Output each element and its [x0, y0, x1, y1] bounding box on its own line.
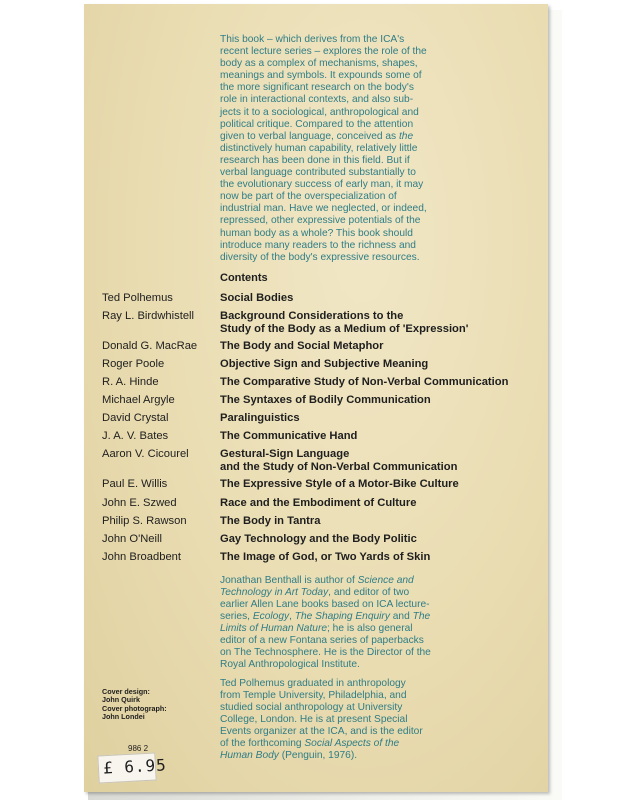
blurb-line: diversity of the body's expressive resources. — [220, 251, 420, 263]
blurb-line: This book – which derives from the ICA's — [220, 34, 405, 45]
contents-title: Social Bodies — [220, 292, 294, 304]
contents-author: John E. Szwed — [102, 497, 177, 509]
contents-title: Background Considerations to the Study of the Body as a Medium of 'Expression' — [220, 310, 469, 335]
blurb-line: recent lecture series – explores the role of the — [220, 46, 427, 58]
blurb-line — [220, 131, 540, 143]
bio-benthall: Jonathan Benthall is author of Science and Technology in Art Today, and editor of two earlier Allen Lane books based on ICA lecture- series, Ecology, The Shaping Enquiry and The Limits of Human Nature; he is also general editor of a new Fontana series of paperbacks on The Technosphere. He is the Director of the Royal Anthropological Institute. — [220, 575, 431, 670]
contents-title: The Body in Tantra — [220, 515, 321, 527]
cover-photo-label: Cover photograph: — [102, 703, 167, 713]
blurb-emphasis: the — [398, 130, 414, 142]
contents-title: Race and the Embodiment of Culture — [220, 497, 417, 509]
blurb-text: given to verbal language, conceived as — [220, 130, 399, 142]
contents-author: Michael Argyle — [102, 394, 175, 406]
blurb-line: human body as a whole? This book should — [220, 227, 413, 239]
contents-author: Ray L. Birdwhistell — [102, 310, 195, 322]
contents-title: The Comparative Study of Non-Verbal Communication — [220, 376, 509, 388]
blurb-line: the more significant research on the body's — [220, 82, 414, 94]
blurb-line: jects it to a sociological, anthropological and — [220, 106, 419, 118]
contents-title: Gestural-Sign Language and the Study of Non-Verbal Communication — [220, 448, 458, 473]
contents-title: The Communicative Hand — [220, 430, 358, 442]
blurb-line: industrial man. Have we neglected, or indeed, — [220, 203, 427, 215]
price-label: £ 6.95 — [102, 755, 168, 778]
contents-heading: Contents — [220, 272, 268, 284]
contents-title: The Image of God, or Two Yards of Skin — [220, 551, 431, 563]
contents-author: J. A. V. Bates — [102, 430, 169, 442]
contents-title: Paralinguistics — [220, 412, 300, 424]
contents-title: The Body and Social Metaphor — [220, 340, 384, 352]
contents-author: John O'Neill — [102, 533, 162, 545]
contents-title: Gay Technology and the Body Politic — [220, 533, 417, 545]
contents-author: R. A. Hinde — [102, 376, 159, 388]
contents-title: The Expressive Style of a Motor-Bike Culture — [220, 478, 459, 490]
blurb-line: introduce many readers to the richness and — [220, 239, 416, 251]
contents-author: Philip S. Rawson — [102, 515, 187, 527]
contents-title: Objective Sign and Subjective Meaning — [220, 358, 429, 370]
isbn-fragment: 986 2 — [128, 744, 149, 753]
blurb-line: distinctively human capability, relatively little — [220, 142, 418, 154]
contents-author: Aaron V. Cicourel — [102, 448, 189, 460]
contents-author: Donald G. MacRae — [102, 340, 198, 352]
blurb-line: research has been done in this field. But if — [220, 154, 410, 166]
contents-title: The Syntaxes of Bodily Communication — [220, 394, 431, 406]
cover-credits — [102, 688, 167, 722]
blurb-line: body as a complex of mechanisms, shapes, — [220, 58, 418, 70]
contents-author: Ted Polhemus — [102, 292, 173, 304]
contents-author: David Crystal — [102, 412, 169, 424]
contents-author: John Broadbent — [102, 551, 181, 563]
blurb-line: political critique. Compared to the attention — [220, 118, 414, 130]
book-blurb — [220, 34, 540, 264]
cover-design-name: John Quirk — [102, 695, 140, 705]
blurb-line: role in interactional contexts, and also sub- — [220, 94, 414, 106]
blurb-line: now be part of the overspecialization of — [220, 191, 397, 203]
contents-author: Paul E. Willis — [102, 478, 168, 490]
blurb-line: meanings and symbols. It expounds some of — [220, 70, 422, 82]
blurb-line: the evolutionary success of early man, it may — [220, 179, 424, 191]
contents-author: Roger Poole — [102, 358, 165, 370]
blurb-line: repressed, other expressive potentials of the — [220, 215, 421, 227]
blurb-line: verbal language contributed substantially to — [220, 167, 416, 179]
cover-design-label: Cover design: — [102, 687, 150, 696]
bio-polhemus: Ted Polhemus graduated in anthropology from Temple University, Philadelphia, and studied social anthropology at University College, London. He is at present Special Events organizer at the ICA, and is the editor of the forthcoming Social Aspects of the Human Body (Penguin, 1976). — [220, 678, 423, 761]
cover-photo-name: John Londei — [102, 712, 145, 722]
